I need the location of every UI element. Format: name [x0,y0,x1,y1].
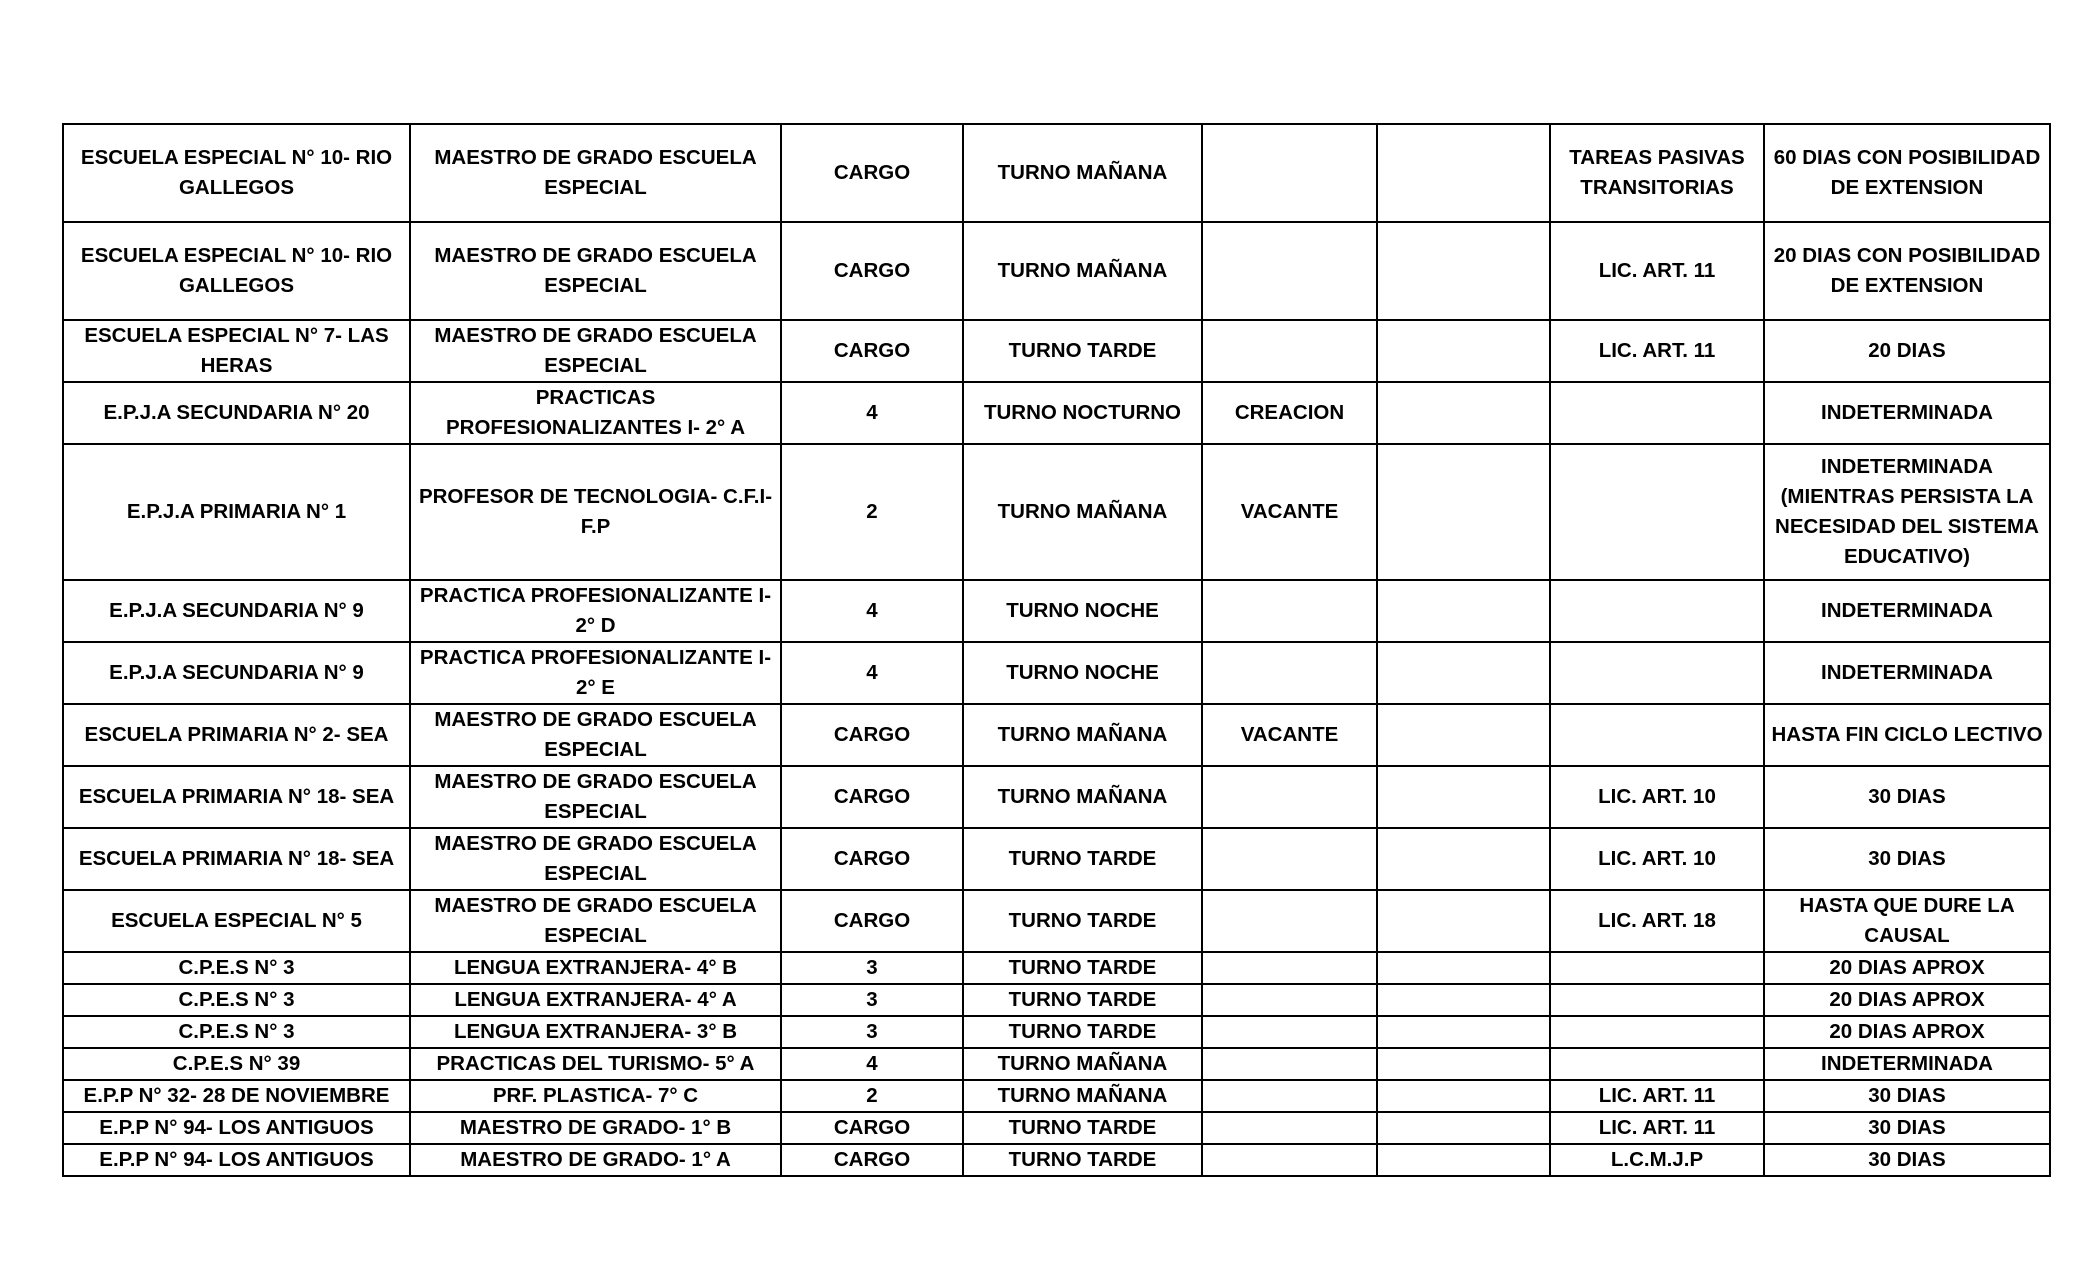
cell-school: E.P.J.A PRIMARIA N° 1 [63,444,410,580]
cell-reason [1550,642,1764,704]
cell-hours: 4 [781,580,963,642]
cell-hours: CARGO [781,1144,963,1176]
cell-hours: CARGO [781,704,963,766]
table-body [63,124,2050,1176]
cell-school: C.P.E.S N° 3 [63,984,410,1016]
cell-shift: TURNO MAÑANA [963,1080,1202,1112]
cell-school: ESCUELA PRIMARIA N° 18- SEA [63,766,410,828]
cell-blank [1377,1048,1550,1080]
cell-hours: 4 [781,1048,963,1080]
cell-duration: 20 DIAS APROX [1764,984,2050,1016]
cell-reason: LIC. ART. 10 [1550,766,1764,828]
cell-status [1202,1080,1377,1112]
cell-reason [1550,382,1764,444]
cell-reason: LIC. ART. 11 [1550,1080,1764,1112]
cell-reason: L.C.M.J.P [1550,1144,1764,1176]
cell-subject: PRACTICAS DEL TURISMO- 5° A [410,1048,781,1080]
cell-subject: MAESTRO DE GRADO ESCUELA ESPECIAL [410,124,781,222]
cell-duration: 20 DIAS APROX [1764,952,2050,984]
table-row [63,704,2050,766]
cell-reason [1550,444,1764,580]
table-row [63,222,2050,320]
table-row [63,984,2050,1016]
cell-school: E.P.J.A SECUNDARIA N° 20 [63,382,410,444]
cell-subject: MAESTRO DE GRADO ESCUELA ESPECIAL [410,828,781,890]
cell-status [1202,320,1377,382]
cell-shift: TURNO TARDE [963,890,1202,952]
cell-school: E.P.J.A SECUNDARIA N° 9 [63,642,410,704]
cell-subject: PRACTICAS PROFESIONALIZANTES I- 2° A [410,382,781,444]
cell-reason: LIC. ART. 10 [1550,828,1764,890]
cell-subject: PRACTICA PROFESIONALIZANTE I- 2° D [410,580,781,642]
cell-reason [1550,952,1764,984]
cell-school: C.P.E.S N° 3 [63,1016,410,1048]
cell-shift: TURNO MAÑANA [963,766,1202,828]
cell-shift: TURNO TARDE [963,952,1202,984]
cell-status [1202,1048,1377,1080]
cell-blank [1377,642,1550,704]
cell-status [1202,766,1377,828]
cell-subject: PROFESOR DE TECNOLOGIA- C.F.I- F.P [410,444,781,580]
cell-blank [1377,1144,1550,1176]
cell-school: ESCUELA PRIMARIA N° 18- SEA [63,828,410,890]
cell-hours: 2 [781,1080,963,1112]
cell-status [1202,124,1377,222]
cell-reason: LIC. ART. 11 [1550,222,1764,320]
table-row [63,320,2050,382]
table-row [63,1144,2050,1176]
cell-duration: INDETERMINADA [1764,642,2050,704]
cell-school: C.P.E.S N° 39 [63,1048,410,1080]
cell-reason: LIC. ART. 18 [1550,890,1764,952]
cell-shift: TURNO TARDE [963,320,1202,382]
cell-status [1202,580,1377,642]
cell-status [1202,828,1377,890]
cell-school: E.P.P N° 32- 28 DE NOVIEMBRE [63,1080,410,1112]
cell-reason [1550,1016,1764,1048]
cell-shift: TURNO NOCHE [963,642,1202,704]
cell-subject: MAESTRO DE GRADO- 1° B [410,1112,781,1144]
cell-duration: HASTA FIN CICLO LECTIVO [1764,704,2050,766]
cell-subject: LENGUA EXTRANJERA- 4° A [410,984,781,1016]
cell-subject: MAESTRO DE GRADO ESCUELA ESPECIAL [410,704,781,766]
cell-duration: 60 DIAS CON POSIBILIDAD DE EXTENSION [1764,124,2050,222]
cell-reason: LIC. ART. 11 [1550,320,1764,382]
cell-reason: TAREAS PASIVAS TRANSITORIAS [1550,124,1764,222]
table-row [63,828,2050,890]
cell-blank [1377,984,1550,1016]
cell-blank [1377,222,1550,320]
cell-shift: TURNO TARDE [963,828,1202,890]
cell-hours: 2 [781,444,963,580]
cell-shift: TURNO MAÑANA [963,1048,1202,1080]
cell-duration: HASTA QUE DURE LA CAUSAL [1764,890,2050,952]
cell-school: ESCUELA ESPECIAL N° 7- LAS HERAS [63,320,410,382]
cell-subject: PRF. PLASTICA- 7° C [410,1080,781,1112]
cell-school: C.P.E.S N° 3 [63,952,410,984]
cell-status [1202,890,1377,952]
cell-blank [1377,444,1550,580]
cell-shift: TURNO MAÑANA [963,444,1202,580]
cell-shift: TURNO NOCHE [963,580,1202,642]
cell-status: VACANTE [1202,704,1377,766]
vacancy-table [62,123,2051,1177]
cell-hours: 4 [781,642,963,704]
cell-shift: TURNO TARDE [963,1144,1202,1176]
cell-subject: LENGUA EXTRANJERA- 4° B [410,952,781,984]
cell-blank [1377,704,1550,766]
cell-blank [1377,580,1550,642]
cell-school: E.P.P N° 94- LOS ANTIGUOS [63,1112,410,1144]
cell-shift: TURNO MAÑANA [963,124,1202,222]
cell-blank [1377,952,1550,984]
table-row [63,580,2050,642]
cell-duration: 30 DIAS [1764,828,2050,890]
cell-status [1202,1144,1377,1176]
cell-hours: CARGO [781,124,963,222]
cell-reason: LIC. ART. 11 [1550,1112,1764,1144]
table-row [63,952,2050,984]
cell-status: CREACION [1202,382,1377,444]
cell-status [1202,1016,1377,1048]
table-row [63,890,2050,952]
cell-blank [1377,890,1550,952]
cell-duration: 30 DIAS [1764,1112,2050,1144]
table-row [63,1048,2050,1080]
cell-duration: 30 DIAS [1764,766,2050,828]
cell-blank [1377,766,1550,828]
cell-shift: TURNO NOCTURNO [963,382,1202,444]
cell-hours: CARGO [781,1112,963,1144]
cell-subject: MAESTRO DE GRADO- 1° A [410,1144,781,1176]
cell-status [1202,952,1377,984]
table-row [63,444,2050,580]
cell-duration: INDETERMINADA [1764,580,2050,642]
cell-duration: 30 DIAS [1764,1080,2050,1112]
cell-status [1202,984,1377,1016]
table-row [63,1080,2050,1112]
cell-school: ESCUELA ESPECIAL N° 10- RIO GALLEGOS [63,222,410,320]
cell-hours: CARGO [781,222,963,320]
cell-blank [1377,828,1550,890]
cell-blank [1377,1016,1550,1048]
cell-duration: 20 DIAS [1764,320,2050,382]
cell-hours: 4 [781,382,963,444]
cell-blank [1377,320,1550,382]
cell-status [1202,1112,1377,1144]
cell-school: ESCUELA PRIMARIA N° 2- SEA [63,704,410,766]
cell-shift: TURNO TARDE [963,1016,1202,1048]
cell-duration: 20 DIAS CON POSIBILIDAD DE EXTENSION [1764,222,2050,320]
cell-subject: LENGUA EXTRANJERA- 3° B [410,1016,781,1048]
cell-subject: MAESTRO DE GRADO ESCUELA ESPECIAL [410,890,781,952]
cell-reason [1550,1048,1764,1080]
cell-shift: TURNO MAÑANA [963,222,1202,320]
cell-shift: TURNO MAÑANA [963,704,1202,766]
cell-school: E.P.J.A SECUNDARIA N° 9 [63,580,410,642]
cell-hours: CARGO [781,320,963,382]
cell-subject: PRACTICA PROFESIONALIZANTE I- 2° E [410,642,781,704]
cell-status: VACANTE [1202,444,1377,580]
cell-school: ESCUELA ESPECIAL N° 5 [63,890,410,952]
cell-duration: INDETERMINADA [1764,1048,2050,1080]
cell-duration: INDETERMINADA (MIENTRAS PERSISTA LA NECESIDAD DEL SISTEMA EDUCATIVO) [1764,444,2050,580]
cell-blank [1377,1112,1550,1144]
cell-hours: CARGO [781,890,963,952]
cell-status [1202,642,1377,704]
cell-hours: CARGO [781,828,963,890]
table-row [63,1016,2050,1048]
cell-hours: 3 [781,1016,963,1048]
cell-blank [1377,382,1550,444]
cell-duration: INDETERMINADA [1764,382,2050,444]
cell-reason [1550,704,1764,766]
cell-blank [1377,1080,1550,1112]
table-row [63,124,2050,222]
cell-shift: TURNO TARDE [963,1112,1202,1144]
cell-reason [1550,984,1764,1016]
cell-duration: 20 DIAS APROX [1764,1016,2050,1048]
cell-school: ESCUELA ESPECIAL N° 10- RIO GALLEGOS [63,124,410,222]
cell-subject: MAESTRO DE GRADO ESCUELA ESPECIAL [410,320,781,382]
cell-reason [1550,580,1764,642]
cell-status [1202,222,1377,320]
cell-hours: 3 [781,984,963,1016]
cell-subject: MAESTRO DE GRADO ESCUELA ESPECIAL [410,222,781,320]
cell-hours: 3 [781,952,963,984]
cell-subject: MAESTRO DE GRADO ESCUELA ESPECIAL [410,766,781,828]
table-row [63,642,2050,704]
cell-hours: CARGO [781,766,963,828]
cell-school: E.P.P N° 94- LOS ANTIGUOS [63,1144,410,1176]
cell-blank [1377,124,1550,222]
cell-shift: TURNO TARDE [963,984,1202,1016]
table-row [63,1112,2050,1144]
table-row [63,766,2050,828]
table-row [63,382,2050,444]
cell-duration: 30 DIAS [1764,1144,2050,1176]
